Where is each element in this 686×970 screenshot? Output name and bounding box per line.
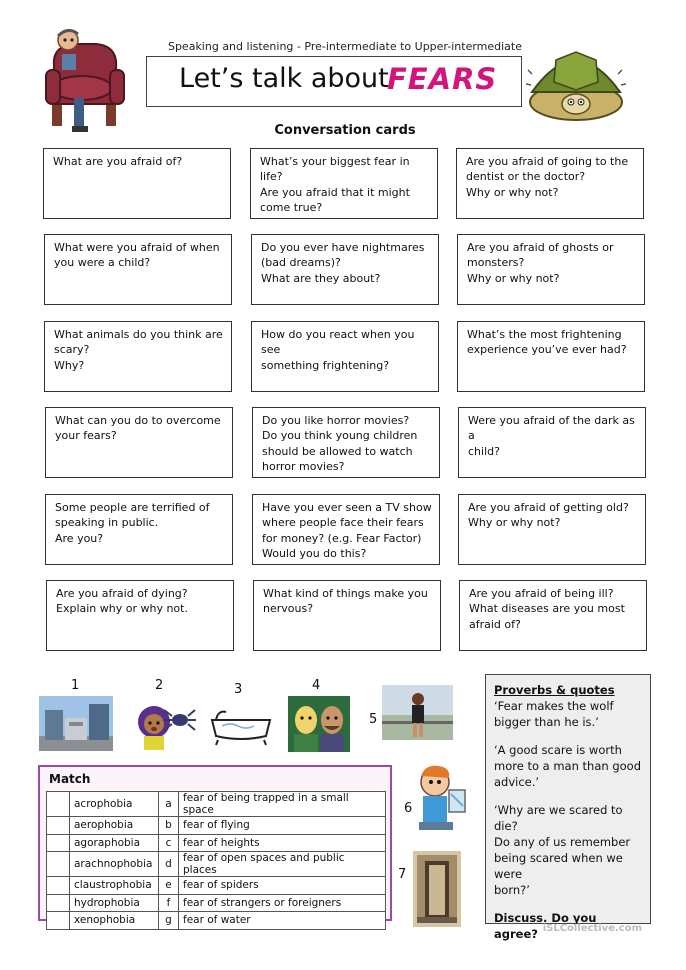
match-row — [47, 877, 386, 895]
conversation-card: What can you do to overcome your fears? — [45, 407, 233, 478]
option-letter: a — [159, 792, 179, 817]
nervous-flyer-illustration — [411, 760, 473, 832]
conversation-card: Are you afraid of ghosts or monsters? Why or why not? — [457, 234, 645, 305]
worksheet-title-keyword: FEARS — [387, 62, 498, 96]
phobia-meaning: fear of water — [179, 912, 386, 930]
option-letter: c — [159, 834, 179, 852]
match-row — [47, 817, 386, 835]
answer-blank-cell — [47, 894, 70, 912]
conversation-card: What’s your biggest fear in life? Are you afraid that it might come true? — [250, 148, 438, 219]
answer-blank-cell — [47, 834, 70, 852]
match-row — [47, 852, 386, 877]
conversation-card: Are you afraid of being ill? What diseases are you most afraid of? — [459, 580, 647, 651]
answer-blank-cell — [47, 792, 70, 817]
picture-number: 7 — [398, 867, 407, 882]
match-row — [47, 894, 386, 912]
answer-blank-cell — [47, 912, 70, 930]
conversation-card: Are you afraid of getting old? Why or why not? — [458, 494, 646, 565]
watermark: iSLCollective.com — [542, 923, 642, 934]
picture-number: 2 — [155, 678, 164, 693]
match-row — [47, 912, 386, 930]
proverb-quote: ‘Fear makes the wolf bigger than he is.’ — [494, 699, 614, 729]
conversation-card: Were you afraid of the dark as a child? — [458, 407, 646, 478]
person-on-high-building-photo — [382, 685, 453, 740]
phobia-term: xenophobia — [70, 912, 159, 930]
scared-man-armchair-illustration — [44, 26, 136, 138]
option-letter: e — [159, 877, 179, 895]
match-exercise — [38, 765, 392, 927]
phobia-term: claustrophobia — [70, 877, 159, 895]
picture-number: 5 — [369, 712, 378, 727]
picture-number: 1 — [71, 678, 80, 693]
conversation-cards-heading: Conversation cards — [274, 123, 416, 138]
phobia-term: acrophobia — [70, 792, 159, 817]
phobia-term: hydrophobia — [70, 894, 159, 912]
phobia-meaning: fear of strangers or foreigners — [179, 894, 386, 912]
proverbs-title: Proverbs & quotes — [494, 683, 615, 697]
bathtub-illustration — [208, 706, 274, 746]
conversation-card: How do you react when you see something frightening? — [251, 321, 439, 392]
phobia-meaning: fear of spiders — [179, 877, 386, 895]
answer-blank-cell — [47, 817, 70, 835]
phobia-meaning: fear of flying — [179, 817, 386, 835]
conversation-card: What were you afraid of when you were a child? — [44, 234, 232, 305]
match-table — [46, 791, 386, 930]
worksheet-title-box — [146, 56, 522, 107]
scared-turtle-illustration — [526, 40, 626, 125]
two-men-illustration — [288, 696, 350, 752]
conversation-card: What kind of things make you nervous? — [253, 580, 441, 651]
option-letter: f — [159, 894, 179, 912]
picture-number: 3 — [234, 682, 243, 697]
conversation-card: What are you afraid of? — [43, 148, 231, 219]
conversation-card: Are you afraid of going to the dentist or the doctor? Why or why not? — [456, 148, 644, 219]
proverb-quote: ‘Why are we scared to die? Do any of us remember being scared when we were born?’ — [494, 803, 631, 897]
option-letter: b — [159, 817, 179, 835]
answer-blank-cell — [47, 852, 70, 877]
match-row — [47, 792, 386, 817]
phobia-term: agoraphobia — [70, 834, 159, 852]
discuss-prompt: Discuss. Do you agree? — [494, 911, 597, 941]
girl-and-spider-illustration — [134, 696, 196, 750]
conversation-card: Do you like horror movies? Do you think young children should be allowed to watch horror movies? — [252, 407, 440, 478]
conversation-card: Are you afraid of dying? Explain why or why not. — [46, 580, 234, 651]
phobia-meaning: fear of being trapped in a small space — [179, 792, 386, 817]
conversation-card: Some people are terrified of speaking in public. Are you? — [45, 494, 233, 565]
conversation-card: Have you ever seen a TV show where people face their fears for money? (e.g. Fear Factor) Would you do this? — [252, 494, 440, 565]
conversation-card: What’s the most frightening experience you’ve ever had? — [457, 321, 645, 392]
phobia-term: arachnophobia — [70, 852, 159, 877]
conversation-card: Do you ever have nightmares (bad dreams)? What are they about? — [251, 234, 439, 305]
option-letter: g — [159, 912, 179, 930]
phobia-term: aerophobia — [70, 817, 159, 835]
match-title: Match — [49, 772, 91, 786]
narrow-lift-photo — [413, 851, 461, 927]
worksheet-subtitle: Speaking and listening - Pre-intermediate to Upper-intermediate — [167, 40, 523, 53]
answer-blank-cell — [47, 877, 70, 895]
option-letter: d — [159, 852, 179, 877]
conversation-card: What animals do you think are scary? Why? — [44, 321, 232, 392]
phobia-meaning: fear of open spaces and public places — [179, 852, 386, 877]
picture-number: 6 — [404, 801, 413, 816]
worksheet-title: Let’s talk about — [179, 63, 389, 94]
picture-number: 4 — [312, 678, 321, 693]
phobia-meaning: fear of heights — [179, 834, 386, 852]
proverb-quote: ‘A good scare is worth more to a man than good advice.’ — [494, 743, 642, 789]
tall-buildings-photo — [39, 696, 113, 751]
match-row — [47, 834, 386, 852]
